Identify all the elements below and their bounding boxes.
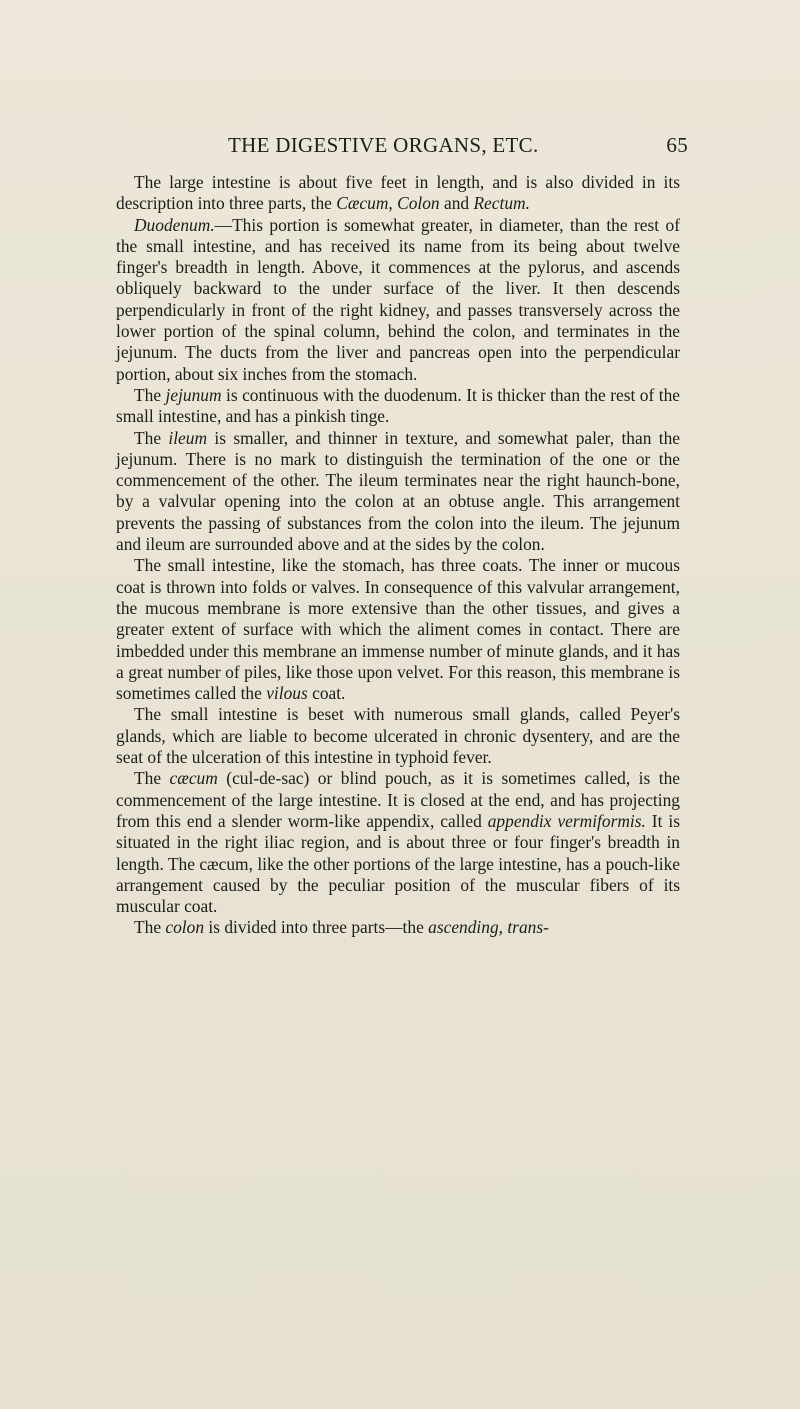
page-header <box>228 133 688 163</box>
body-text <box>116 172 680 939</box>
paragraph-ileum: The ileum is smaller, and thinner in texture, and somewhat paler, than the jejunum. There is no mark to distinguish the termination of the one or the commencement of the other. The ileum terminates near the right haunch-bone, by a valvular opening into the colon at an obtuse angle. This arrangement prevents the passing of substances from the colon into the ileum. The jejunum and ileum are surrounded above and at the sides by the colon. <box>116 427 680 555</box>
paragraph-peyers-glands: The small intestine is beset with numerous small glands, called Peyer's glands, which are liable to become ulcerated in chronic dysentery, and are the seat of the ulceration of this intestine in typhoid fever. <box>116 704 680 768</box>
paragraph-small-intestine-coats: The small intestine, like the stomach, has three coats. The inner or mucous coat is thrown into folds or valves. In consequence of this valvular arrangement, the mucous membrane is more extensive than the other tissues, and gives a greater extent of surface with which the aliment comes in contact. There are imbedded under this membrane an immense number of minute glands, and it has a great number of piles, like those upon velvet. For this reason, this membrane is sometimes called the vilous coat. <box>116 555 680 704</box>
paragraph-jejunum: The jejunum is continuous with the duodenum. It is thicker than the rest of the small intestine, and has a pinkish tinge. <box>116 384 681 427</box>
paragraph-duodenum: Duodenum.—This portion is somewhat greater, in diameter, than the rest of the small intestine, and has received its name from its being about twelve finger's breadth in length. Above, it commences at the pylorus, and ascends obliquely backward to the under surface of the liver. It then descends perpendicularly in front of the right kidney, and passes transversely across the lower portion of the spinal column, behind the colon, and terminates in the jejunum. The ducts from the liver and pancreas open into the perpendicular portion, about six inches from the stomach. <box>116 214 680 384</box>
page-number: 65 <box>666 133 688 157</box>
running-head: THE DIGESTIVE ORGANS, ETC. <box>228 133 539 157</box>
paragraph-caecum: The cæcum (cul-de-sac) or blind pouch, as it is sometimes called, is the commencement of the large intestine. It is closed at the end, and has projecting from this end a slender worm-like appendix, called appendix vermiformis. It is situated in the right iliac region, and is about three or four finger's breadth in length. The cæcum, like the other portions of the large intestine, has a pouch-like arrangement caused by the peculiar position of the muscular fibers of its muscular coat. <box>116 768 680 917</box>
paragraph-large-intestine: The large intestine is about five feet in length, and is also divided in its description into three parts, the Cæcum, Colon and Rectum. <box>116 172 680 214</box>
paragraph-colon: The colon is divided into three parts—the ascending, trans- <box>134 917 549 938</box>
